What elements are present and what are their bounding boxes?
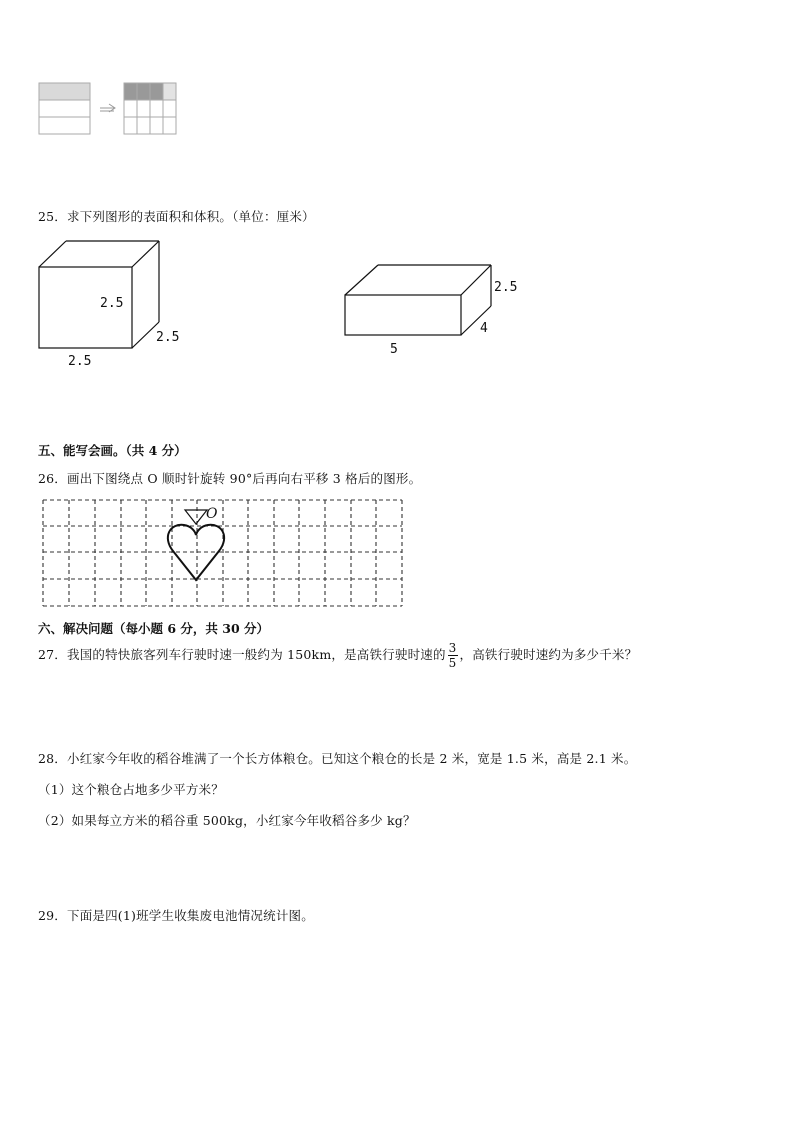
cube-bottom-label: 2.5	[68, 354, 92, 369]
cuboid-length-label: 5	[390, 342, 398, 357]
question-28-part-2: （2）如果每立方米的稻谷重 500kg，小红家今年收稻谷多少 kg？	[38, 813, 416, 828]
fraction-diagram	[38, 82, 183, 138]
point-o-label: O	[206, 506, 218, 522]
cuboid-height-label: 2.5	[494, 280, 518, 295]
cube-depth-label: 2.5	[156, 330, 180, 345]
triangle-marker-icon	[185, 510, 207, 524]
question-28-part-1: （1）这个粮仓占地多少平方米？	[38, 782, 224, 797]
question-28: 28．小红家今年收的稻谷堆满了一个长方体粮仓。已知这个粮仓的长是 2 米，宽是 1.5 米，高是 2.1 米。	[38, 751, 637, 766]
cuboid-figure	[344, 264, 494, 338]
cube-front-label: 2.5	[100, 296, 124, 311]
question-27	[38, 641, 637, 670]
question-27-text-before: 27．我国的特快旅客列车行驶时速一般约为 150km，是高铁行驶时速的	[38, 647, 446, 662]
section-5-title: 五、能写会画。（共 4 分）	[38, 443, 187, 458]
question-29: 29．下面是四(1)班学生收集废电池情况统计图。	[38, 908, 314, 923]
fraction-denominator: 5	[448, 656, 457, 670]
fraction-bar-left	[39, 83, 90, 134]
right-arrow-icon	[100, 104, 115, 112]
question-27-text-after: ，高铁行驶时速约为多少千米？	[459, 647, 638, 662]
fraction-3-5	[448, 641, 458, 670]
fraction-grid-right	[124, 83, 176, 134]
cuboid-depth-label: 4	[480, 321, 488, 336]
fraction-numerator: 3	[448, 641, 457, 655]
dashed-grid	[42, 499, 404, 609]
question-26: 26．画出下图绕点 O 顺时针旋转 90°后再向右平移 3 格后的图形。	[38, 471, 422, 486]
section-6-title: 六、解决问题（每小题 6 分，共 30 分）	[38, 621, 270, 636]
question-25: 25．求下列图形的表面积和体积。（单位：厘米）	[38, 209, 315, 224]
